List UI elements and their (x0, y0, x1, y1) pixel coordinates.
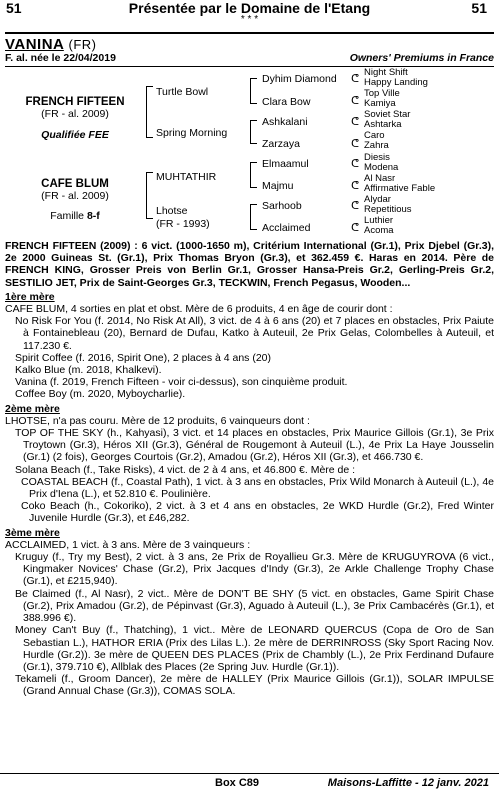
pedigree-table: FRENCH FIFTEEN (FR - al. 2009) Qualifiée FEE CAFE BLUM (FR - al. 2009) Famille 8-f Turtle Bowl Spring Morning MUHTATHIR Lhotse (FR - 1993) Dyhim Diamond Clara Bow Ashkalani Zarzaya Elmaamul Majmu Sarhoob Acclaimed ᕦ ᕦ ᕦ ᕦ ᕦ ᕦ ᕦ ᕦ Night Shift Happy Landing Top Ville Kamiya Soviet Star Ashtarka Caro Zahra Diesis Modena Al Nasr Affirmative Fable Alydar Repetitious Luthier Acoma (5, 68, 494, 238)
section-third-dam: 3ème mère (5, 526, 60, 539)
bracket-g2-1 (250, 78, 257, 104)
horse-birth: F. al. née le 22/04/2019 (5, 52, 116, 64)
first-dam-intro: CAFE BLUM, 4 sorties en plat et obst. Mère de 6 produits, 4 en âge de courir dont : (5, 303, 393, 316)
horse-name (5, 36, 97, 53)
bracket-g2-2 (250, 120, 257, 144)
third-dam-intro: ACCLAIMED, 1 vict. à 3 ans. Mère de 3 vainqueurs : (5, 538, 251, 551)
bracket-sire (146, 86, 153, 138)
third-dam-produce-4: Tekameli (f., Groom Dancer), 2e mère de HALLEY (Prix Maurice Gillois (Gr.1)), SOLAR IMPULSE (Grand Annual Chase (Gr.3)), COMAS SOLA. (15, 673, 494, 698)
bracket-g2-3 (250, 162, 257, 188)
g3-2: Ashkalani (262, 116, 308, 128)
bracket-g2-4 (250, 204, 257, 230)
first-dam-produce-1: No Risk For You (f. 2014, No Risk At All), 3 vict. de 4 à 6 ans (20) et 7 places en obstacles, Prix Paiute à Fontainebleau (20), Bernard de Dufau, Katko à Auteuil, 2e Prix Gelas, Colombelles à Auteuil, et 117.230 €. (15, 315, 494, 352)
g2-lhotse: Lhotse (156, 205, 188, 217)
box-number: Box C89 (215, 777, 260, 789)
section-second-dam: 2ème mère (5, 402, 60, 415)
g3-6: Sarhoob (262, 200, 302, 212)
horse-name-text: VANINA (5, 36, 64, 53)
dam-family: Famille 8-f (50, 210, 100, 222)
page-footer (0, 773, 499, 792)
third-dam-produce-3: Money Can't Buy (f., Thatching), 1 vict.. Mère de LEONARD QUERCUS (Copa de Oro de San Sebastian L.), HATHOR ERIA (Prix des Lilas L.). 2e mère de DERRINROSS (Sky Sport Racing Nov. Hurdle (Gr.2)). 3e mère de QUEEN DES PLACES (Prix de Chambly (L.), 2e Prix Ferdinand Dufaure (Gr.1), 379.710 €), Allblak des Places (2e Spring Juv. Hurdle (Gr.1)). (15, 624, 494, 673)
g4-6: Caro (364, 130, 385, 141)
g3-5: Majmu (262, 180, 294, 192)
g4-5: Ashtarka (364, 119, 402, 130)
g4-0: Night Shift (364, 67, 408, 78)
second-dam-intro: LHOTSE, n'a pas couru. Mère de 12 produits, 6 vainqueurs dont : (5, 414, 310, 427)
g2-lhotse-info: (FR - 1993) (156, 218, 210, 230)
g4-3: Kamiya (364, 98, 396, 109)
dam-name: CAFE BLUM (41, 178, 109, 190)
horse-subline (5, 52, 494, 67)
g4-13: Repetitious (364, 204, 412, 215)
sire-note: Qualifiée FEE (41, 129, 109, 141)
lot-number-left: 51 (6, 0, 22, 16)
section-first-dam: 1ère mère (5, 290, 55, 303)
g4-12: Alydar (364, 194, 391, 205)
g3-0: Dyhim Diamond (262, 73, 337, 85)
second-dam-produce-2: Solana Beach (f., Take Risks), 4 vict. de 2 à 4 ans, et 46.800 €. Mère de : (15, 463, 356, 476)
horse-country: (FR) (68, 37, 97, 52)
second-dam-grandproduce-2: Coko Beach (h., Cokoriko), 2 vict. à 3 et 4 ans en obstacles, 2e WKD Hurdle (Gr.2), Fred Winter Juvenile Hurdle (Gr.3), et £46,282. (21, 500, 494, 525)
g4-14: Luthier (364, 215, 394, 226)
third-dam-produce-2: Be Claimed (f., Al Nasr), 2 vict.. Mère de DON'T BE SHY (5 vict. en obstacles, Game Spirit Chase (Gr.2), Prix Amadou (Gr.2), de Pépinvast (Gr.3), Aguado à Auteuil (L.), 3e Prix Cambacérès (Gr.1), et 388.996 €). (15, 587, 494, 625)
sire-description: FRENCH FIFTEEN (2009) : 6 vict. (1000-1650 m), Critérium International (Gr.1), Prix Djebel (Gr.3), 2e 2000 Guineas St. (Gr.1), Prix Thomas Bryon (Gr.3), et 362.459 €. Haras en 2014. Père de FRENCH KING, Grosser Preis von Berlin Gr.1, Grosser Hansa-Preis Gr.2, Gerling-Preis Gr.2, SESTILIO JET, Prix de Saint-Georges Gr.3, TECKWIN, French Pegasus, Wooden... (5, 240, 494, 289)
second-dam-produce-1: TOP OF THE SKY (h., Kahyasi), 3 vict. et 14 places en obstacles, Prix Maurice Gillois (Gr.1), 3e Prix Troytown (Gr.3), Héros XII (Gr.3), Général de Rougemont à Auteuil (L.), 4e Prix La Haye Jousselin (Gr.1) (2 fois), Georges Courtois (Gr.2), Amadou (Gr.2), Héros XII (Gr.3), et 466.730 €. (15, 427, 494, 464)
sale-location-date: Maisons-Laffitte - 12 janv. 2021 (327, 777, 489, 789)
g4-7: Zahra (364, 140, 389, 151)
first-dam-produce-5: Coffee Boy (m. 2020, Myboycharlie). (15, 388, 186, 401)
g3-3: Zarzaya (262, 138, 300, 150)
dam-block (5, 178, 145, 222)
g4-10: Al Nasr (364, 173, 396, 184)
g3-7: Acclaimed (262, 222, 311, 234)
first-dam-produce-4: Vanina (f. 2019, French Fifteen - voir ci-dessus), son cinquième produit. (15, 376, 348, 389)
second-dam-grandproduce-1: COASTAL BEACH (f., Coastal Path), 1 vict. à 3 ans en obstacles, Prix Wild Monarch à Auteuil (L.), 4e Prix d'Iena (L.), et 52.810 €. Poulinière. (21, 475, 494, 501)
g4-8: Diesis (364, 152, 390, 163)
g2-turtle-bowl: Turtle Bowl (156, 86, 209, 98)
first-dam-produce-2: Spirit Coffee (f. 2016, Spirit One), 2 places à 4 ans (20) (15, 351, 272, 364)
g4-15: Acoma (364, 225, 394, 236)
header-stars: * * * (240, 14, 259, 25)
g3-4: Elmaamul (262, 158, 309, 170)
bracket-dam (146, 172, 153, 219)
third-dam-produce-1: Kruguy (f., Try my Best), 2 vict. à 3 ans, 2e Prix de Royallieu Gr.3. Mère de KRUGUYROVA (6 vict., Kingmaker Novices' Chase (Gr.2), Prix Jacques d'Indy (Gr.3), 2e Arkle Challenge Trophy Chase (Gr.1), et £215,940). (15, 551, 494, 588)
page-title: Présentée par le Domaine de l'Etang (128, 0, 371, 16)
catalogue-text (5, 240, 494, 698)
g4-11: Affirmative Fable (364, 183, 436, 194)
owners-premiums: Owners' Premiums in France (349, 52, 494, 64)
first-dam-produce-3: Kalko Blue (m. 2018, Khalkevi). (15, 364, 162, 377)
g4-2: Top Ville (364, 88, 400, 99)
dam-info: (FR - al. 2009) (41, 190, 109, 202)
g4-9: Modena (364, 162, 399, 173)
horse-title-line (5, 32, 494, 54)
g2-muhtathir: MUHTATHIR (156, 171, 217, 183)
g3-1: Clara Bow (262, 96, 311, 108)
g2-spring-morning: Spring Morning (156, 127, 228, 139)
sire-info: (FR - al. 2009) (41, 108, 109, 120)
g4-1: Happy Landing (364, 77, 428, 88)
lot-number-right: 51 (471, 0, 487, 16)
sire-block (5, 96, 145, 141)
sire-name: FRENCH FIFTEEN (25, 96, 125, 108)
g4-4: Soviet Star (364, 109, 411, 120)
